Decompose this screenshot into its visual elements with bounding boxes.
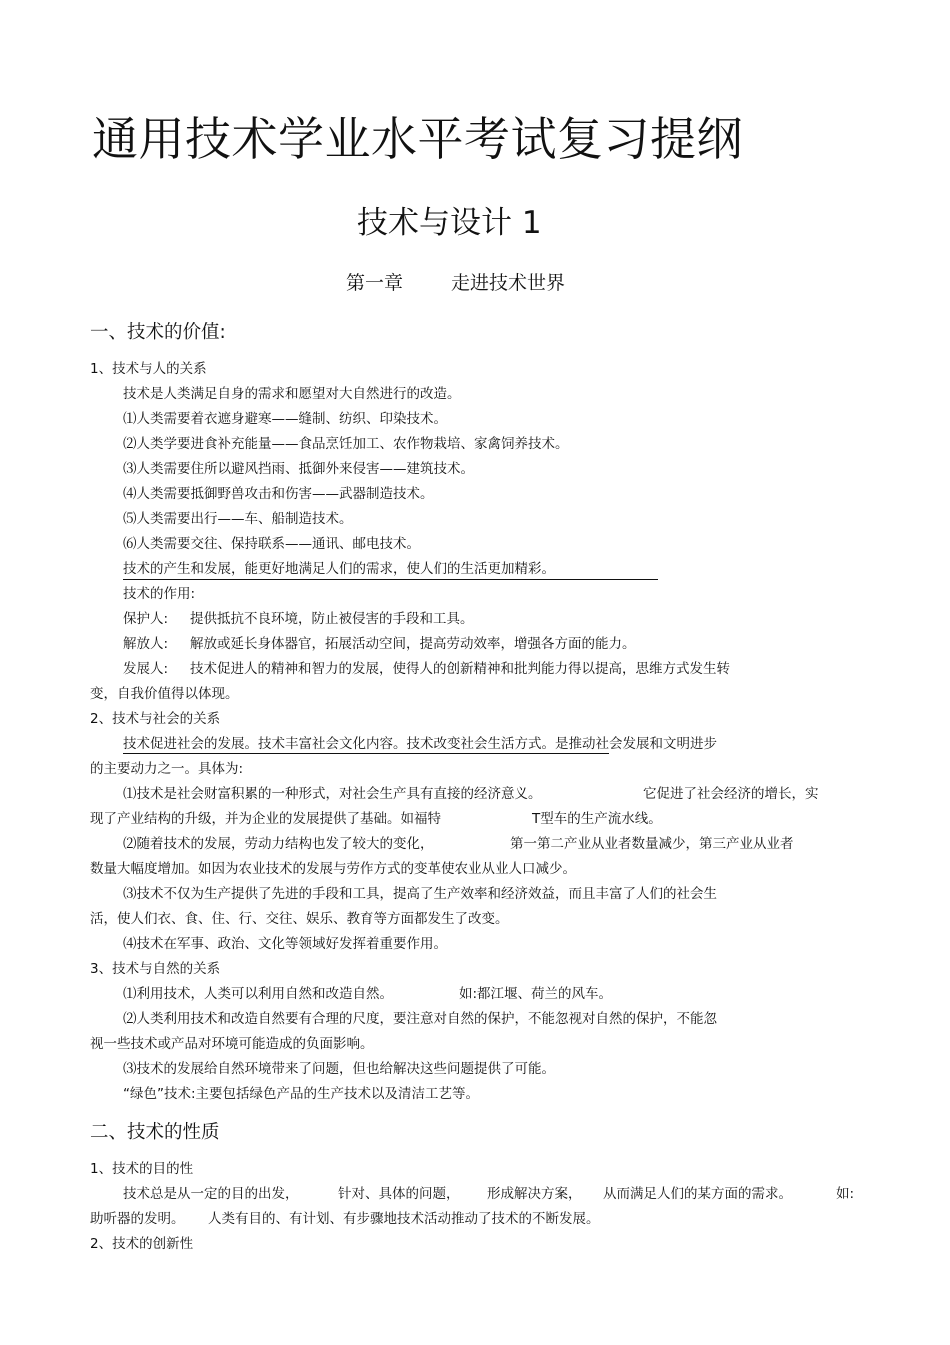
paragraph: ⑷技术在军事、政治、文化等领域好发挥着重要作用。 [123, 936, 447, 952]
subsection-heading-innovation: 2、技术的创新性 [90, 1236, 194, 1252]
paragraph-text: 从而满足人们的某方面的需求。 [603, 1186, 792, 1202]
subsection-heading-nature: 3、技术与自然的关系 [90, 961, 221, 977]
paragraph: ⑵人类利用技术和改造自然要有合理的尺度，要注意对自然的保护，不能忽视对自然的保护，不能忽 [123, 1011, 717, 1027]
paragraph: “绿色”技术:主要包括绿色产品的生产技术以及清洁工艺等。 [123, 1086, 480, 1102]
paragraph: 技术的作用: [123, 586, 196, 602]
section-heading-value: 一、技术的价值: [90, 322, 226, 343]
list-item: ⑷人类需要抵御野兽攻击和伤害——武器制造技术。 [123, 486, 434, 502]
list-item: ⑶人类需要住所以避风挡雨、抵御外来侵害——建筑技术。 [123, 461, 474, 477]
list-item: ⑹人类需要交往、保持联系——通讯、邮电技术。 [123, 536, 420, 552]
paragraph-text: 针对、具体的问题， [338, 1186, 460, 1202]
paragraph-text: 人类有目的、有计划、有步骤地技术活动推动了技术的不断发展。 [208, 1211, 600, 1227]
paragraph: ⑴利用技术，人类可以利用自然和改造自然。 [123, 986, 393, 1002]
paragraph-continuation: 活，使人们衣、食、住、行、交往、娱乐、教育等方面都发生了改变。 [90, 911, 509, 927]
paragraph-continuation: 的主要动力之一。具体为: [90, 761, 244, 777]
paragraph-text: 如:都江堰、荷兰的风车。 [459, 986, 613, 1002]
doc-title: 通用技术学业水平考试复习提纲 [92, 112, 743, 166]
paragraph-continuation: 助听器的发明。 [90, 1211, 185, 1227]
paragraph: ⑶技术不仅为生产提供了先进的手段和工具，提高了生产效率和经济效益，而且丰富了人们的社会生 [123, 886, 717, 902]
subsection-heading-society: 2、技术与社会的关系 [90, 711, 221, 727]
role-label-develop: 发展人: [123, 661, 169, 677]
list-item: ⑸人类需要出行——车、船制造技术。 [123, 511, 353, 527]
underlined-statement: 技术促进社会的发展。技术丰富社会文化内容。技术改变社会生活方式。是推动社 [123, 736, 609, 752]
paragraph-continuation: 变，自我价值得以体现。 [90, 686, 239, 702]
role-text-develop: 技术促进人的精神和智力的发展，使得人的创新精神和批判能力得以提高，思维方式发生转 [190, 661, 730, 677]
underlined-statement: 技术的产生和发展，能更好地满足人们的需求，使人们的生活更加精彩。 [123, 560, 658, 580]
paragraph: 技术是人类满足自身的需求和愿望对大自然进行的改造。 [123, 386, 461, 402]
role-label-liberate: 解放人: [123, 636, 169, 652]
paragraph: 技术总是从一定的目的出发， [123, 1186, 299, 1202]
doc-subtitle: 技术与设计 1 [357, 205, 542, 241]
paragraph [123, 735, 717, 753]
role-text-protect: 提供抵抗不良环境，防止被侵害的手段和工具。 [190, 611, 474, 627]
paragraph-text: 如: [836, 1186, 855, 1202]
paragraph-text: 会发展和文明进步 [609, 736, 717, 752]
section-heading-nature-of-tech: 二、技术的性质 [90, 1122, 220, 1143]
list-item: ⑴人类需要着衣遮身避寒——缝制、纺织、印染技术。 [123, 411, 447, 427]
paragraph: ⑶技术的发展给自然环境带来了问题，但也给解决这些问题提供了可能。 [123, 1061, 555, 1077]
list-item: ⑵人类学要进食补充能量——食品烹饪加工、农作物栽培、家禽饲养技术。 [123, 436, 569, 452]
paragraph-text: 它促进了社会经济的增长，实 [643, 786, 819, 802]
paragraph-text: T型车的生产流水线。 [532, 811, 662, 827]
paragraph-continuation: 数量大幅度增加。如因为农业技术的发展与劳作方式的变革使农业从业人口减少。 [90, 861, 576, 877]
paragraph-continuation: 现了产业结构的升级，并为企业的发展提供了基础。如福特 [90, 811, 441, 827]
role-text-liberate: 解放或延长身体器官，拓展活动空间，提高劳动效率，增强各方面的能力。 [190, 636, 636, 652]
paragraph-continuation: 视一些技术或产品对环境可能造成的负面影响。 [90, 1036, 374, 1052]
paragraph-text: 形成解决方案， [487, 1186, 582, 1202]
chapter-number: 第一章 [346, 272, 404, 294]
role-label-protect: 保护人: [123, 611, 169, 627]
paragraph: ⑵随着技术的发展，劳动力结构也发了较大的变化， [123, 836, 434, 852]
paragraph: ⑴技术是社会财富积累的一种形式，对社会生产具有直接的经济意义。 [123, 786, 542, 802]
subsection-heading-people: 1、技术与人的关系 [90, 361, 207, 377]
paragraph-text: 第一第二产业从业者数量减少，第三产业从业者 [510, 836, 794, 852]
chapter-name: 走进技术世界 [451, 272, 566, 294]
subsection-heading-purpose: 1、技术的目的性 [90, 1161, 194, 1177]
